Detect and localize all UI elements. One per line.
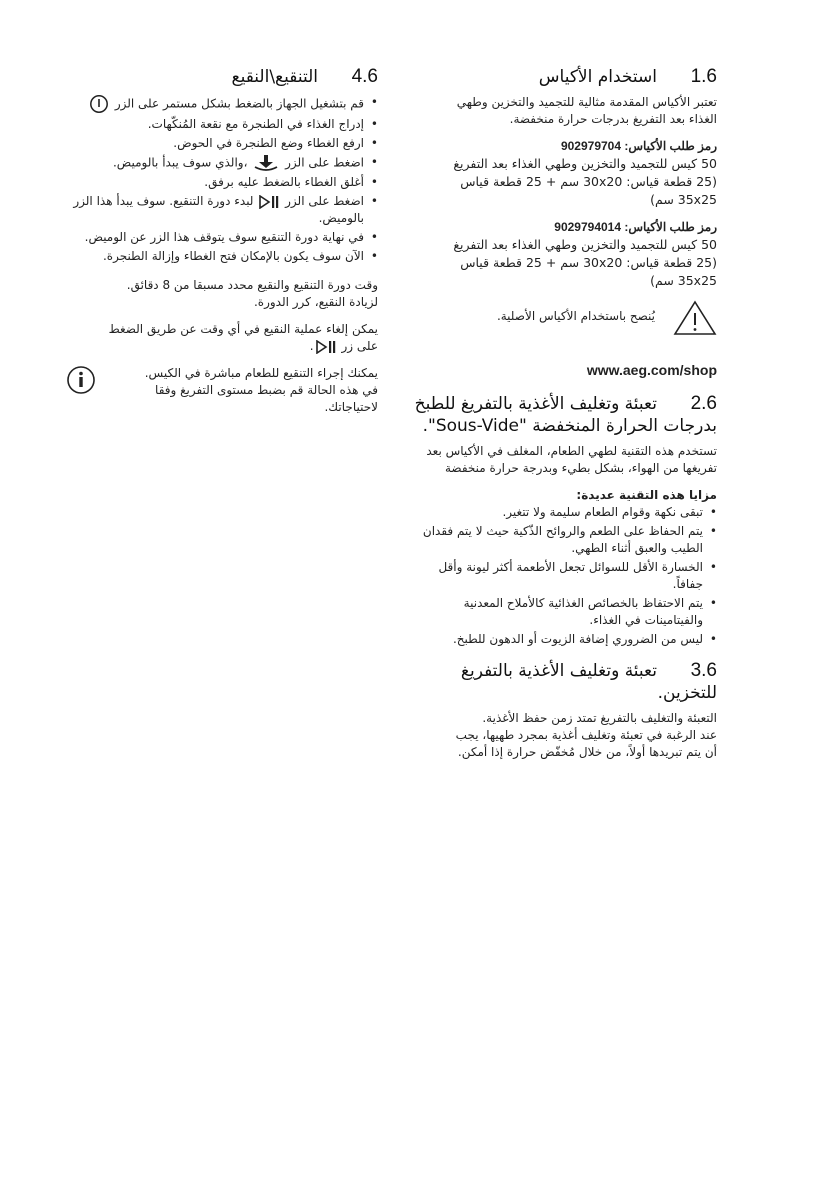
info-icon bbox=[66, 365, 96, 395]
list-item: • ارفع الغطاء وضع الطنجرة في الحوض. bbox=[66, 135, 378, 152]
power-button-icon bbox=[89, 94, 109, 114]
benefits-list bbox=[408, 504, 717, 648]
section-number: 2.6 bbox=[690, 393, 717, 414]
text-line: عند الرغبة في تعبئة وتغليف أغذية بمجرد طهيها، يجب bbox=[455, 728, 717, 742]
list-item: • يتم الاحتفاظ بالخصائص الغذائية كالأملاح المعدنية والفيتامينات في الغذاء. bbox=[408, 595, 717, 629]
info-note bbox=[66, 365, 378, 416]
play-pause-button-icon bbox=[316, 340, 336, 354]
step-text: لبدء دورة التنقيع. سوف يبدأ هذا الزر بالوميض. bbox=[73, 194, 364, 225]
sous-vide-intro bbox=[408, 443, 717, 477]
section-title: استخدام الأكياس bbox=[538, 67, 657, 87]
section-2-6-heading bbox=[408, 393, 717, 437]
section-1-6-heading bbox=[408, 66, 717, 88]
text-line: في هذه الحالة قم بضبط مستوى التفريغ وفقا bbox=[155, 383, 378, 397]
warning-text: يُنصح باستخدام الأكياس الأصلية. bbox=[496, 309, 655, 323]
list-item bbox=[66, 193, 378, 227]
text-line: 50 كيس للتجميد والتخزين وطهي الغذاء بعد التفريغ bbox=[453, 156, 717, 171]
text-line: تفريغها من الهواء، بشكل بطيء وبدرجة حرارة منخفضة bbox=[444, 461, 717, 475]
left-column bbox=[66, 62, 378, 416]
order-code-2-description bbox=[408, 236, 717, 290]
section-3-6-heading bbox=[408, 660, 717, 704]
benefits-heading: مزايا هذه التقنية عديدة: bbox=[576, 488, 717, 502]
text-line: لاحتياجاتك. bbox=[324, 400, 378, 414]
text-line: يمكنك إجراء التنقيع للطعام مباشرة في الكيس. bbox=[144, 366, 378, 380]
cancel-note bbox=[66, 321, 378, 355]
list-item: • أغلق الغطاء بالضغط عليه برفق. bbox=[66, 174, 378, 191]
text-line: (25 قطعة قياس: 30x20 سم + 25 قطعة قياس bbox=[460, 255, 717, 270]
list-item bbox=[66, 154, 378, 172]
list-item: • ليس من الضروري إضافة الزيوت أو الدهون للطبخ. bbox=[408, 631, 717, 648]
section-title: التنقيع\النقيع bbox=[231, 67, 318, 87]
text-line: 35x25 سم) bbox=[650, 192, 717, 207]
info-text bbox=[110, 365, 378, 416]
step-text: اضغط على الزر bbox=[285, 194, 364, 208]
storage-text bbox=[408, 710, 717, 761]
text-line: تستخدم هذه التقنية لطهي الطعام، المغلف في الأكياس بعد bbox=[426, 444, 717, 458]
text-line: 50 كيس للتجميد والتخزين وطهي الغذاء بعد التفريغ bbox=[453, 237, 717, 252]
vacuum-down-arrow-icon bbox=[253, 154, 279, 172]
list-item: • تبقى نكهة وقوام الطعام سليمة ولا تتغير. bbox=[408, 504, 717, 521]
section-number: 4.6 bbox=[351, 66, 378, 87]
text-line: أن يتم تبريدها أولاً، من خلال مُخفّض حرارة إذا أمكن. bbox=[457, 745, 717, 759]
right-column bbox=[408, 62, 717, 771]
section-number: 3.6 bbox=[690, 660, 717, 681]
text-line: (25 قطعة قياس: 30x20 سم + 25 قطعة قياس bbox=[460, 174, 717, 189]
play-pause-button-icon bbox=[259, 195, 279, 209]
text-line: وقت دورة التنقيع والنقيع محدد مسبقا من 8 دقائق. bbox=[126, 278, 378, 292]
text-line: 35x25 سم) bbox=[650, 273, 717, 288]
warning-note bbox=[408, 300, 717, 336]
text-line: التعبئة والتغليف بالتفريغ تمتد زمن حفظ الأغذية. bbox=[482, 711, 717, 725]
list-item: • في نهاية دورة التنقيع سوف يتوقف هذا الزر عن الوميض. bbox=[66, 229, 378, 246]
section-number: 1.6 bbox=[690, 66, 717, 87]
cycle-time-note bbox=[66, 277, 378, 311]
list-item: • يتم الحفاظ على الطعم والروائح الذّكية حيث لا يتم فقدان الطيب والعبق أثناء الطهي. bbox=[408, 523, 717, 557]
section-title: تعبئة وتغليف الأغذية بالتفريغ للتخزين. bbox=[460, 661, 717, 703]
shop-link[interactable]: www.aeg.com/shop bbox=[586, 362, 717, 378]
step-text: على زر bbox=[341, 339, 378, 353]
list-item bbox=[66, 94, 378, 114]
text-line: يمكن إلغاء عملية النقيع في أي وقت عن طريق الضغط bbox=[108, 322, 378, 336]
step-text: ،والذي سوف يبدأ بالوميض. bbox=[112, 155, 248, 170]
text-line: على زر . bbox=[309, 339, 378, 353]
order-code-2: رمز طلب الأكياس: 9029794014 bbox=[554, 220, 717, 234]
step-text: اضغط على الزر bbox=[285, 155, 364, 170]
list-item: • إدراج الغذاء في الطنجرة مع نقعة المُنكّهات. bbox=[66, 116, 378, 133]
list-item: • الآن سوف يكون بالإمكان فتح الغطاء وإزالة الطنجرة. bbox=[66, 248, 378, 265]
bags-intro bbox=[408, 94, 717, 128]
order-code-1: رمز طلب الأكياس: 902979704 bbox=[560, 139, 717, 153]
list-item: • الخسارة الأقل للسوائل تجعل الأطعمة أكثر ليونة وأقل جفافاً. bbox=[408, 559, 717, 593]
section-4-6-heading bbox=[66, 66, 378, 88]
warning-triangle-icon bbox=[673, 300, 717, 336]
marinate-steps bbox=[66, 94, 378, 265]
text-line: تعتبر الأكياس المقدمة مثالية للتجميد والتخزين وطهي bbox=[456, 95, 717, 109]
section-title: تعبئة وتغليف الأغذية بالتفريغ للطبخ بدرجات الحرارة المنخفضة "Sous-Vide". bbox=[414, 394, 717, 436]
text-line: لزيادة النقيع، كرر الدورة. bbox=[253, 295, 378, 309]
step-text: قم بتشغيل الجهاز بالضغط بشكل مستمر على الزر bbox=[114, 96, 364, 111]
text-line: الغذاء بعد التفريغ بدرجات حرارة منخفضة. bbox=[509, 112, 717, 126]
order-code-1-description bbox=[408, 155, 717, 209]
